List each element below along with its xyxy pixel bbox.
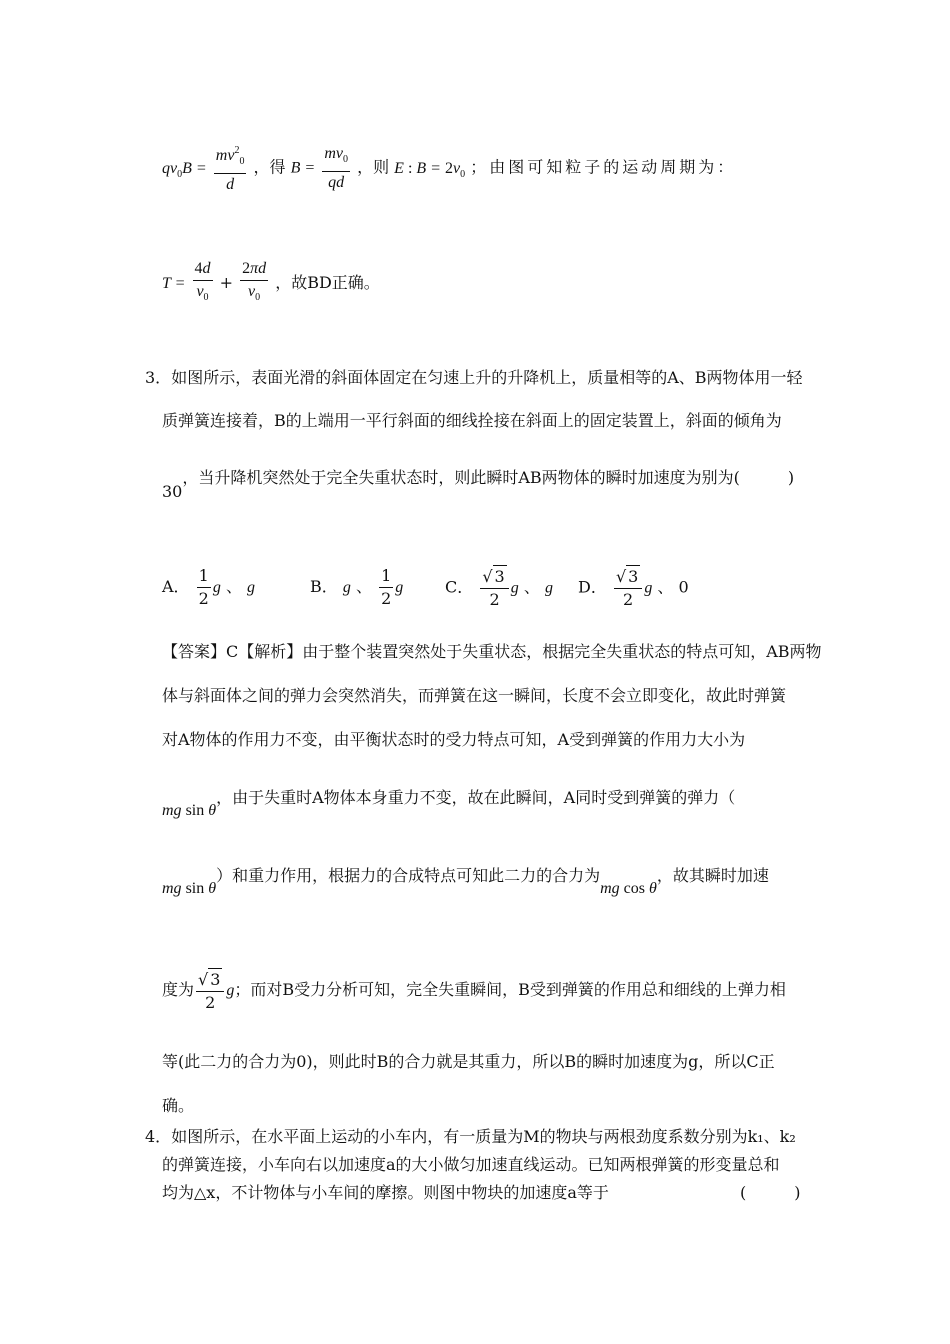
equation-b: B = xyxy=(290,159,316,177)
q3-line3 xyxy=(162,468,794,504)
q3-option-a: A． $\frac{1}{2}$ g 、 g xyxy=(162,566,256,608)
q3-angle: 30 xyxy=(162,482,183,501)
q4-line1: 4．如图所示，在水平面上运动的小车内，有一质量为M的物块与两根劲度系数分别为k₁、k₂ xyxy=(145,1127,796,1146)
equation-lorentz: $qv_0B$ = xyxy=(162,159,207,180)
text-bd-correct: ，故BD正确。 xyxy=(275,273,380,292)
fraction-mv0-over-qd: $\frac{mv_0}{qd}$ xyxy=(324,144,348,191)
answer-line1: 【答案】C【解析】由于整个装置突然处于失重状态，根据完全失重状态的特点可知，AB两物 xyxy=(162,642,822,661)
q3-text-line1: 如图所示，表面光滑的斜面体固定在匀速上升的升降机上，质量相等的A、B两物体用一轻 xyxy=(171,368,803,387)
fraction-4d-over-v0: $\frac{4d}{v_0}$ xyxy=(194,260,211,303)
q3-text-line3: ，当升降机突然处于完全失重状态时，则此瞬时AB两物体的瞬时加速度为别为( ) xyxy=(182,468,795,487)
answer-line5: mg sin θ）和重力作用，根据力的合成特点可知此二力的合力为mg cos θ，故其瞬时加速 xyxy=(162,866,769,897)
q3-option-d: D． $\frac{√ 3}{2}$ g 、 0 xyxy=(578,567,689,609)
answer-line2: 体与斜面体之间的弹力会突然消失，而弹簧在这一瞬间，长度不会立即变化，故此时弹簧 xyxy=(162,686,787,705)
q4-line2: 的弹簧连接，小车向右以加速度a的大小做匀加速直线运动。已知两根弹簧的形变量总和 xyxy=(162,1155,780,1174)
equation-e-ratio-b: E : $B = 2v_0$ xyxy=(394,159,466,180)
q3-line1 xyxy=(145,368,803,388)
fraction-2pid-over-v0: $\frac{2\pi d}{v_0}$ xyxy=(242,260,267,303)
q4-answer-bracket: ( ) xyxy=(740,1183,801,1202)
q3-text-line2: 质弹簧连接着，B的上端用一平行斜面的细线拴接在斜面上的固定装置上，斜面的倾角为 xyxy=(162,411,782,430)
text-period-intro: ；由图可知粒子的运动周期为： xyxy=(470,157,737,177)
text-ze: ，则 xyxy=(357,157,390,177)
equation-period: T = xyxy=(162,275,186,292)
answer-line3: 对A物体的作用力不变，由平衡状态时的受力特点可知，A受到弹簧的作用力大小为 xyxy=(162,730,746,749)
q3-option-b: B． g 、 $\frac{1}{2}$ g xyxy=(310,566,404,608)
answer-line4: mg sin θ，由于失重时A物体本身重力不变，故在此瞬间，A同时受到弹簧的弹力（ xyxy=(162,788,736,819)
q3-option-c: C． $\frac{√ 3}{2}$ g 、 g xyxy=(445,567,553,609)
answer-line8: 确。 xyxy=(162,1096,195,1115)
q3-line2 xyxy=(162,411,782,431)
answer-line7: 等(此二力的合力为0)，则此时B的合力就是其重力，所以B的瞬时加速度为g，所以C正 xyxy=(162,1052,775,1071)
fraction-mv0sq-over-d: $\frac{mv^2_0}{d}$ xyxy=(214,140,247,196)
q4-line3: 均为△x，不计物体与小车间的摩擦。则图中物块的加速度a等于 xyxy=(162,1183,609,1202)
text-de: ，得 xyxy=(253,157,286,177)
period-equation-line: T = $\frac{4d}{v_0}$ + $\frac{2\pi d}{v_0}$ ，故BD正确。 xyxy=(162,258,380,308)
q4-number: 4． xyxy=(145,1127,172,1146)
answer-line6: 度为 $\frac{√ 3}{2}$ g；而对B受力分析可知，完全失重瞬间，B受到弹簧的作用总和细线的上弹力相 xyxy=(162,969,786,1012)
q3-number: 3． xyxy=(145,368,172,387)
magnetic-equation-line xyxy=(162,140,737,193)
